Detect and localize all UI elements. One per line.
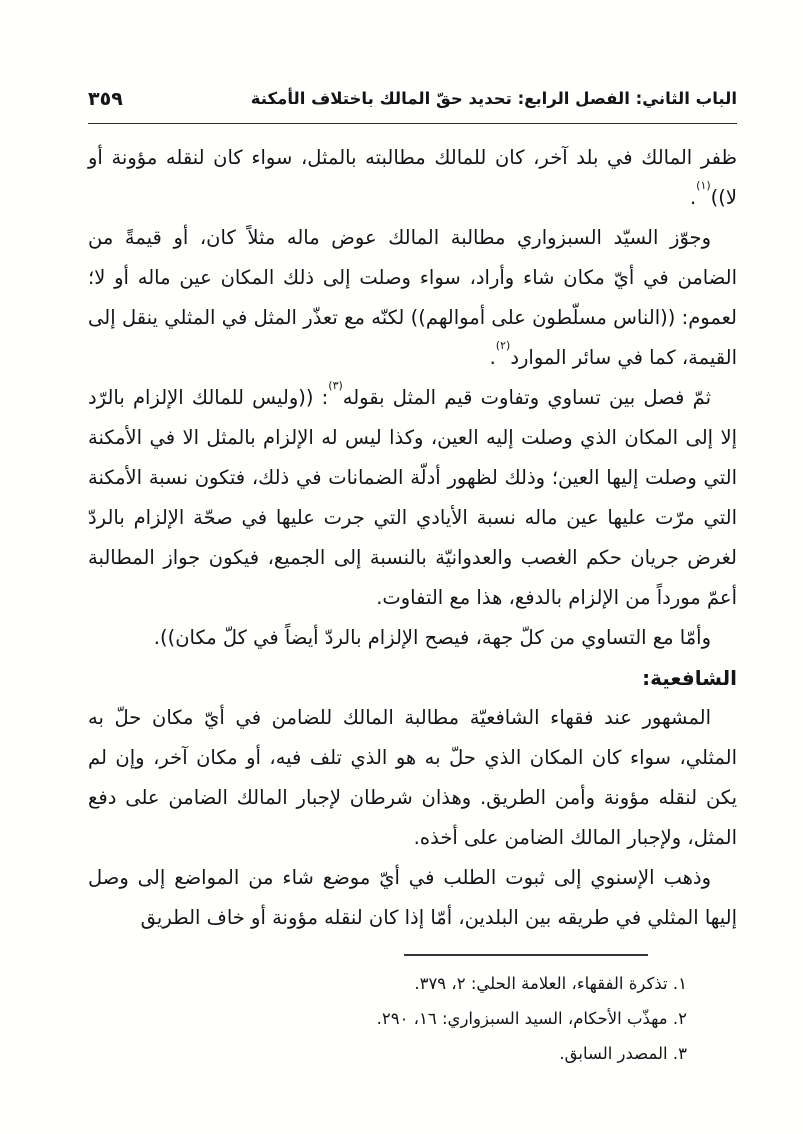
footnote-item: ٢. مهذّب الأحكام، السيد السبزواري: ١٦، ٢٩٠.: [376, 1009, 687, 1028]
paragraph-2: [88, 218, 737, 378]
text-run: ظفر المالك في بلد آخر، كان للمالك مطالبته بالمثل، سواء كان لنقله مؤونة أو لا)): [88, 146, 737, 209]
footnote-separator: [404, 954, 648, 956]
footnote-list: [88, 966, 737, 1071]
text-run: .: [689, 186, 697, 209]
page-header: [88, 84, 737, 114]
footnote-marker: (١): [696, 178, 711, 192]
paragraph-1: [88, 138, 737, 218]
text-run: .: [489, 346, 496, 369]
text-run: وذهب الإسنوي إلى ثبوت الطلب في أيّ موضع شاء من المواضع إلى وصل إليها المثلي في طريقه بين البلدين، أمّا إذا كان لنقله مؤونة أو خاف الطريق: [88, 866, 737, 929]
page-number: ٣٥٩: [88, 88, 123, 110]
footnote-item: ١. تذكرة الفقهاء، العلامة الحلي: ٢، ٣٧٩.: [414, 974, 687, 993]
section-heading-shafiiya: [88, 658, 737, 698]
footnote-item: ٣. المصدر السابق.: [559, 1044, 687, 1063]
body-text: [88, 138, 737, 938]
text-run: ثمّ فصل بين تساوي وتفاوت قيم المثل بقوله: [342, 386, 712, 409]
paragraph-3: [88, 378, 737, 618]
text-run: وأمّا مع التساوي من كلّ جهة، فيصح الإلزام بالردّ أيضاً في كلّ مكان)).: [153, 626, 711, 649]
text-run: الشافعية:: [642, 666, 737, 690]
footnote-marker: (٣): [328, 378, 343, 392]
text-run: : ((وليس للمالك الإلزام بالرّد إلا إلى المكان الذي وصلت إليه العين، وكذا ليس له الإلزام بالمثل الا في الأمكنة التي وصلت إليها العين؛ وذلك لظهور أدلّة الضمانات في ذلك، فتكون نسبة الأمكنة التي مرّت عليها عين ماله نسبة الأيادي التي جرت عليها في صحّة الإلزام بالردّ لغرض جريان حكم الغصب والعدوانيّة بالنسبة إلى الجميع، فيكون جواز المطالبة أعمّ مورداً من الإلزام بالدفع، هذا مع التفاوت.: [88, 386, 737, 609]
running-head-title: الباب الثاني: الفصل الرابع: تحديد حقّ المالك باختلاف الأمكنة: [250, 89, 737, 108]
footnote-marker: (٢): [495, 338, 511, 352]
text-run: المشهور عند فقهاء الشافعيّة مطالبة المالك للضامن في أيّ مكان حلّ به المثلي، سواء كان المكان الذي حلّ به هو الذي تلف فيه، أو مكان آخر، وإن لم يكن لنقله مؤونة وأمن الطريق. وهذان شرطان لإجبار المالك الضامن على دفع المثل، ولإجبار المالك الضامن على أخذه.: [88, 706, 737, 849]
header-rule: [88, 123, 737, 124]
paragraph-5: [88, 698, 737, 858]
text-run: وجوّز السيّد السبزواري مطالبة المالك عوض ماله مثلاً كان، أو قيمةً من الضامن في أيّ مكان شاء وأراد، سواء وصلت إلى ذلك المكان عين ماله أو لا؛ لعموم: ((الناس مسلّطون على أموالهم)) لكنّه مع تعذّر المثل في المثلي ينقل إلى القيمة، كما في سائر الموارد: [88, 226, 737, 369]
paragraph-4: [88, 618, 737, 658]
paragraph-6: [88, 858, 737, 938]
